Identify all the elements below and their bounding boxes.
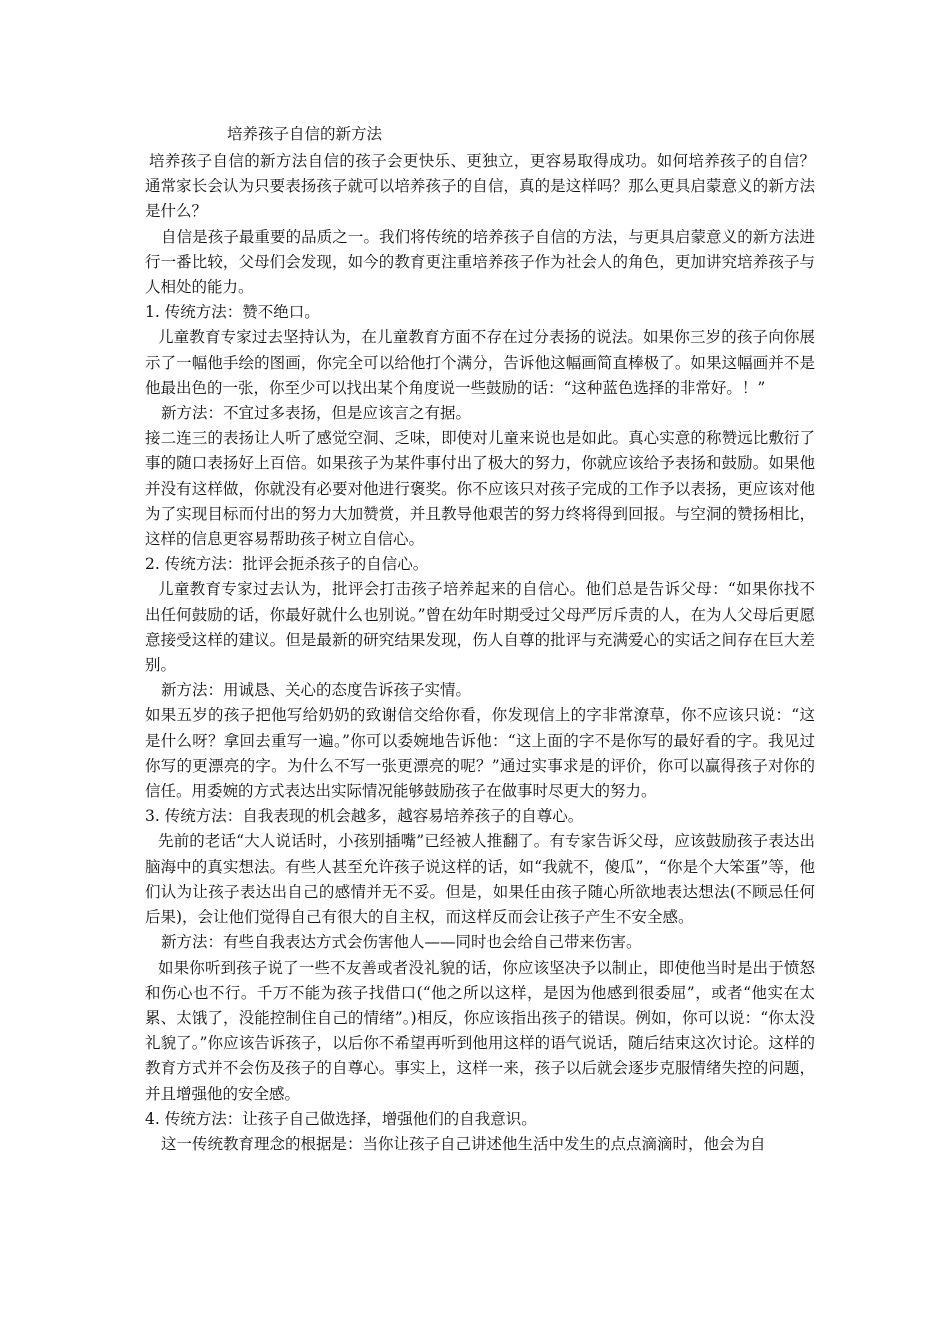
document-body [145,149,815,1157]
paragraph: 这一传统教育理念的根据是：当你让孩子自己讲述他生活中发生的点点滴滴时，他会为自 [161,1134,766,1153]
paragraph: 接二连三的表扬让人听了感觉空洞、乏味，即使对儿童来说也是如此。真心实意的称赞远比敷衍了事的随口表扬好上百倍。如果孩子为某件事付出了极大的努力，你就应该给予表扬和鼓励。如果他并没有这样做，你就没有必要对他进行褒奖。你不应该只对孩子完成的工作予以表扬，更应该对他为了实现目标而付出的努力大加赞赏，并且教导他艰苦的努力终将得到回报。与空洞的赞扬相比，这样的信息更容易帮助孩子树立自信心。 [145,429,815,549]
paragraph: 新方法：不宜过多表扬，但是应该言之有据。 [161,404,472,423]
paragraph: 如果你听到孩子说了一些不友善或者没礼貌的话，你应该坚决予以制止，即使他当时是出于愤怒和伤心也不行。千万不能为孩子找借口(“他之所以这样，是因为他感到很委屈”，或者“他实在太累、太饿了，没能控制住自己的情绪”。)相反，你应该指出孩子的错误。例如，你可以说：“你太没礼貌了。”你应该告诉孩子，以后你不希望再听到他用这样的语气说话，随后结束这次讨论。这样的教育方式并不会伤及孩子的自尊心。事实上，这样一来，孩子以后就会逐步克服情绪失控的问题，并且增强他的安全感。 [145,958,815,1103]
paragraph: 1. 传统方法：赞不绝口。 [145,303,320,322]
document-title: 培养孩子自信的新方法 [227,125,383,143]
paragraph: 如果五岁的孩子把他写给奶奶的致谢信交给你看，你发现信上的字非常潦草，你不应该只说：“这是什么呀？拿回去重写一遍。”你可以委婉地告诉他：“这上面的字不是你写的最好看的字。我见过你写的更漂亮的字。为什么不写一张更漂亮的呢？”通过实事求是的评价，你可以赢得孩子对你的信任。用委婉的方式表达出实际情况能够鼓励孩子在做事时尽更大的努力。 [145,706,815,801]
paragraph: 自信是孩子最重要的品质之一。我们将传统的培养孩子自信的方法，与更具启蒙意义的新方法进行一番比较，父母们会发现，如今的教育更注重培养孩子作为社会人的角色，更加讲究培养孩子与人相处的能力。 [145,227,815,297]
paragraph: 2. 传统方法：批评会扼杀孩子的自信心。 [145,555,429,574]
paragraph: 4. 传统方法：让孩子自己做选择，增强他们的自我意识。 [145,1109,537,1128]
paragraph: 儿童教育专家过去认为，批评会打击孩子培养起来的自信心。他们总是告诉父母：“如果你找不出任何鼓励的话，你最好就什么也别说。”曾在幼年时期受过父母严厉斥责的人，在为人父母后更愿意接受这样的建议。但是最新的研究结果发现，伤人自尊的批评与充满爱心的实话之间存在巨大差别。 [145,580,815,675]
paragraph: 先前的老话“大人说话时，小孩别插嘴”已经被人推翻了。有专家告诉父母，应该鼓励孩子表达出脑海中的真实想法。有些人甚至允许孩子说这样的话，如“我就不，傻瓜”，“你是个大笨蛋”等，他们认为让孩子表达出自己的感情并无不妥。但是，如果任由孩子随心所欲地表达想法(不顾忌任何后果)，会让他们觉得自己有很大的自主权，而这样反而会让孩子产生不安全感。 [145,832,815,927]
paragraph: 新方法：有些自我表达方式会伤害他人——同时也会给自己带来伤害。 [161,933,642,952]
paragraph: 3. 传统方法：自我表现的机会越多，越容易培养孩子的自尊心。 [145,807,584,826]
paragraph: 新方法：用诚恳、关心的态度告诉孩子实情。 [161,681,472,700]
document-page [145,122,815,1157]
paragraph: 儿童教育专家过去坚持认为，在儿童教育方面不存在过分表扬的说法。如果你三岁的孩子向你展示了一幅他手绘的图画，你完全可以给他打个满分，告诉他这幅画简直棒极了。如果这幅画并不是他最出色的一张，你至少可以找出某个角度说一些鼓励的话：“这种蓝色选择的非常好。！” [145,328,815,397]
paragraph: 培养孩子自信的新方法自信的孩子会更快乐、更独立，更容易取得成功。如何培养孩子的自信？通常家长会认为只要表扬孩子就可以培养孩子的自信，真的是这样吗？那么更具启蒙意义的新方法是什么？ [145,152,815,221]
